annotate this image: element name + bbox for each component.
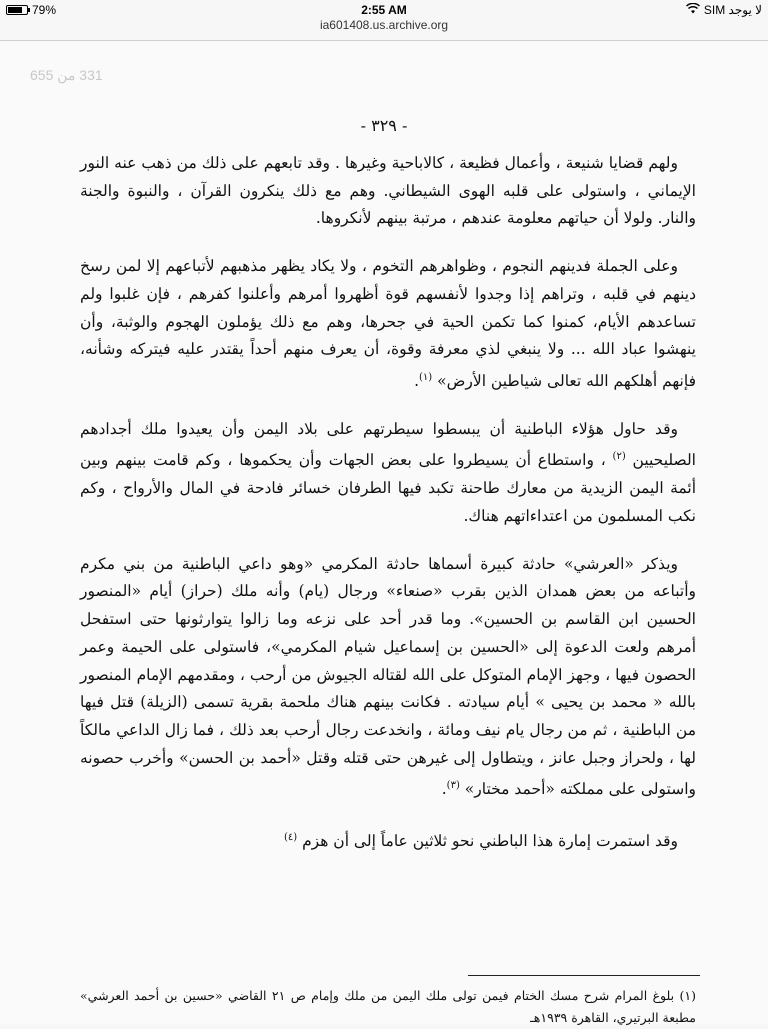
paragraph: وعلى الجملة فدينهم النجوم ، وظواهرهم التخوم ، ولا يكاد يظهر مذهبهم لأتباعهم إلا لمن رسخ دينهم في قلبه ، وتراهم إذا وجدوا لأنفسهم قوة أظهروا أمرهم وأعلنوا كفرهم ، فإن غلبوا ولم تساعدهم الأيام، كمنوا كما تكمن الحية في جحرها، وهم مع ذلك يؤملون الهجوم والوثبة، وأن ينهشوا عباد الله ... ولا ينبغي لذي معرفة وقوة، أن يعرف منهم أحداً يقتدر عليه فيتركه وشأنه، فإنهم أهلكهم الله تعالى شياطين الأرض» $^{(١)}$. [80, 257, 696, 391]
footnote-ref[interactable]: (١) [419, 371, 433, 383]
page-body [80, 150, 696, 876]
paragraph-text: ولهم قضايا شنيعة ، وأعمال فظيعة ، كالاباحية وغيرها . وقد تابعهم على ذلك من ذهب عنه النور الإيماني ، واستولى على قلبه الهوى الشيطاني. وهم مع ذلك ينكرون القرآن ، والنبوة والجنة والنار. ولولا أن حياتهم معلومة عندهم ، مرتبة بينهم لأنكروها. [80, 154, 696, 228]
footnote [80, 985, 696, 1029]
footnote-text: بلوغ المرام شرح مسك الختام فيمن تولى ملك اليمن من ملك وإمام ص ٢١ القاضي «حسين بن أحمد العرشي» مطبعة البرتيري، القاهرة ١٩٣٩هـ [80, 988, 696, 1025]
battery-percent: 79% [32, 3, 57, 17]
footnote-ref[interactable]: (٣) [446, 780, 460, 792]
book-page-number: - ٣٢٩ - [360, 116, 408, 135]
paragraph-text: ويذكر «العرشي» حادثة كبيرة أسماها حادثة المكرمي «وهو داعي الباطنية من بني مكرم وأتباعه من بعض همدان الذين بقرب «صنعاء» ورجال (يام) وأنه ملك (حراز) أيام «المنصور الحسين ابن القاسم بن الحسين». وما قدر أحد على نزعه وما زالوا يتوارثونها حتى استفحل أمرهم ولعت الدعوة إلى «الحسين بن إسماعيل شيام المكرمي»، فاستولى على الحيمة وعمر الحصون فيها ، وجهز الإمام المتوكل على الله لقتاله الجيوش من أرحب ، ومقدمهم الإمام المنصور بالله « محمد بن يحيى » أيام سيادته . فكانت بينهم هناك ملحمة بقرية تسمى (الزيلة) قتل فيها من الباطنية ، ثم من رجال يام نيف ومائة ، وانخدعت رجال أرحب بعد ذلك ، فما زال الداعي مالكاً لها ، ولحراز وجبل عانز ، ويتطاول إلى غيرهن حتى قتله وقتل «أحمد بن الحسن» وأخرب حصونه واستولى على مملكته «أحمد مختار» [80, 554, 696, 799]
footnotes [80, 985, 696, 1029]
address-bar[interactable] [0, 18, 768, 41]
paragraph [80, 824, 696, 856]
clock: 2:55 AM [361, 3, 407, 17]
footnote-ref[interactable]: (٢) [612, 451, 626, 463]
paragraph [80, 150, 696, 233]
paragraph: ويذكر «العرشي» حادثة كبيرة أسماها حادثة المكرمي «وهو داعي الباطنية من بني مكرم وأتباعه من بعض همدان الذين بقرب «صنعاء» ورجال (يام) وأنه ملك (حراز) أيام «المنصور الحسين ابن القاسم بن الحسين». وما قدر أحد على نزعه وما زالوا يتوارثونها حتى استفحل أمرهم ولعت الدعوة إلى «الحسين بن إسماعيل شيام المكرمي»، فاستولى على الحيمة وعمر الحصون فيها ، وجهز الإمام المتوكل على الله لقتاله الجيوش من أرحب ، ومقدمهم الإمام المنصور بالله « محمد بن يحيى » أيام سيادته . فكانت بينهم هناك ملحمة بقرية تسمى (الزيلة) قتل فيها من الباطنية ، ثم من رجال يام نيف ومائة ، وانخدعت رجال أرحب بعد ذلك ، فما زال الداعي مالكاً لها ، ولحراز وجبل عانز ، ويتطاول إلى غيرهن حتى قتله وقتل «أحمد بن الحسن» وأخرب حصونه واستولى على مملكته «أحمد مختار» $^{(٣)}$. [80, 554, 696, 799]
paragraph-text: وقد حاول هؤلاء الباطنية أن يبسطوا سيطرتهم على بلاد اليمن وأن يعيدوا ملك أجدادهم الصليحيين [80, 419, 696, 470]
page-counter: 331 من 655 [30, 67, 103, 83]
footnote-marker: (١) [679, 988, 696, 1003]
paragraph-text-cont: ، واستطاع أن يسيطروا على بعض الجهات وأن يحكموها ، وكم قامت بينهم وبين أئمة اليمن الزيدية من معارك طاحنة تكبد فيها الطرفان خسائر فادحة في المال والأرواح ، وكم نكب المسلمون من اعتداءاتهم هناك. [80, 451, 696, 526]
carrier-label: لا يوجد SIM [703, 3, 762, 17]
wifi-icon [686, 3, 700, 17]
carrier-info [686, 3, 762, 17]
paragraph-text: وقد استمرت إمارة هذا الباطني نحو ثلاثين عاماً إلى أن هزم [302, 832, 678, 851]
status-bar [0, 0, 768, 20]
footnote-ref[interactable]: (٤) [283, 832, 298, 844]
url-text[interactable]: ia601408.us.archive.org [319, 18, 449, 32]
paragraph-text: وعلى الجملة فدينهم النجوم ، وظواهرهم التخوم ، ولا يكاد يظهر مذهبهم لأتباعهم إلا لمن رسخ دينهم في قلبه ، وتراهم إذا وجدوا لأنفسهم قوة أظهروا أمرهم وأعلنوا كفرهم ، فإن غلبوا ولم تساعدهم الأيام، كمنوا كما تكمن الحية في جحرها، وهم مع ذلك يؤملون الهجوم والوثبة، وأن ينهشوا عباد الله ... ولا ينبغي لذي معرفة وقوة، أن يعرف منهم أحداً يقتدر عليه فيتركه وشأنه، فإنهم أهلكهم الله تعالى شياطين الأرض» [80, 257, 696, 391]
paragraph [80, 416, 696, 531]
footnote-divider [468, 975, 700, 976]
